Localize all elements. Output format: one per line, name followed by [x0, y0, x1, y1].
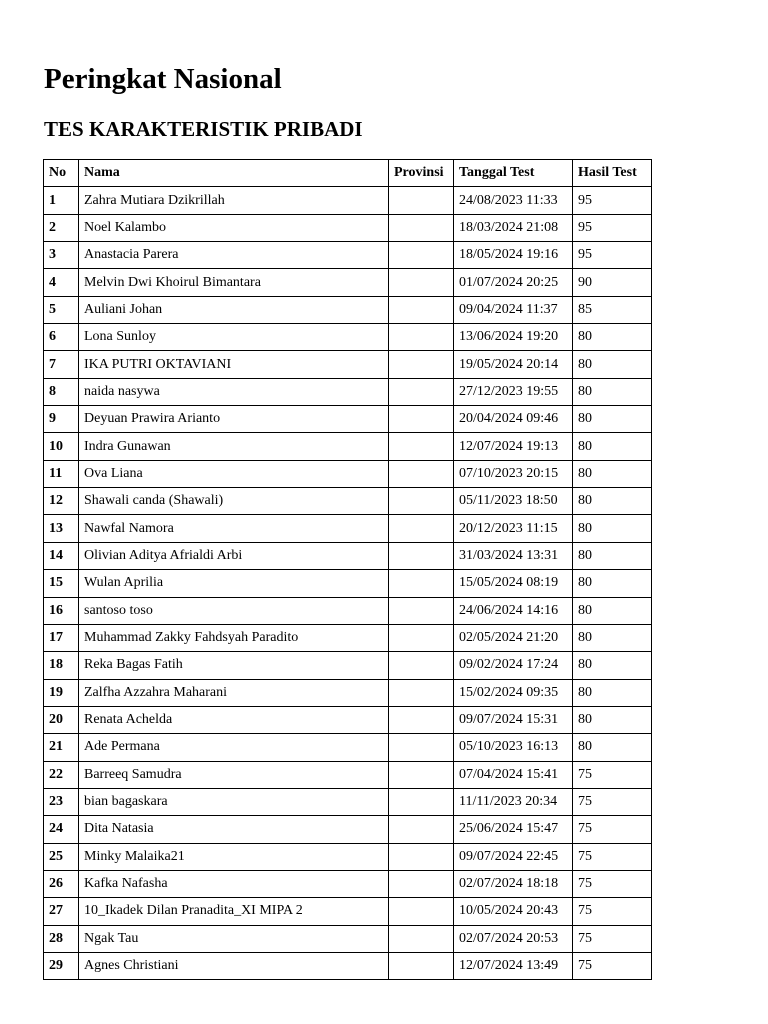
cell-hasil-test: 80: [573, 324, 652, 351]
cell-no: 10: [44, 433, 79, 460]
cell-nama: Muhammad Zakky Fahdsyah Paradito: [79, 624, 389, 651]
cell-tanggal-test: 18/03/2024 21:08: [454, 214, 573, 241]
cell-hasil-test: 80: [573, 597, 652, 624]
cell-no: 18: [44, 652, 79, 679]
table-row: [44, 816, 652, 843]
cell-no: 22: [44, 761, 79, 788]
cell-nama: 10_Ikadek Dilan Pranadita_XI MIPA 2: [79, 898, 389, 925]
table-row: [44, 351, 652, 378]
header-tanggal-test: Tanggal Test: [454, 160, 573, 187]
cell-provinsi: [389, 788, 454, 815]
cell-tanggal-test: 18/05/2024 19:16: [454, 242, 573, 269]
cell-provinsi: [389, 324, 454, 351]
cell-provinsi: [389, 679, 454, 706]
cell-provinsi: [389, 816, 454, 843]
cell-provinsi: [389, 214, 454, 241]
cell-tanggal-test: 05/10/2023 16:13: [454, 734, 573, 761]
cell-nama: Dita Natasia: [79, 816, 389, 843]
cell-hasil-test: 80: [573, 542, 652, 569]
cell-provinsi: [389, 570, 454, 597]
cell-tanggal-test: 31/03/2024 13:31: [454, 542, 573, 569]
table-row: [44, 734, 652, 761]
cell-no: 9: [44, 406, 79, 433]
cell-hasil-test: 80: [573, 406, 652, 433]
cell-nama: Lona Sunloy: [79, 324, 389, 351]
cell-no: 15: [44, 570, 79, 597]
cell-nama: Ova Liana: [79, 460, 389, 487]
cell-hasil-test: 95: [573, 214, 652, 241]
table-row: [44, 406, 652, 433]
cell-no: 27: [44, 898, 79, 925]
cell-provinsi: [389, 488, 454, 515]
cell-provinsi: [389, 351, 454, 378]
cell-no: 14: [44, 542, 79, 569]
ranking-table: [43, 159, 652, 980]
cell-nama: Barreeq Samudra: [79, 761, 389, 788]
cell-provinsi: [389, 597, 454, 624]
cell-hasil-test: 80: [573, 378, 652, 405]
table-row: [44, 460, 652, 487]
page-title: Peringkat Nasional: [44, 63, 282, 95]
cell-tanggal-test: 02/07/2024 18:18: [454, 870, 573, 897]
cell-tanggal-test: 15/02/2024 09:35: [454, 679, 573, 706]
cell-no: 8: [44, 378, 79, 405]
cell-no: 26: [44, 870, 79, 897]
cell-tanggal-test: 27/12/2023 19:55: [454, 378, 573, 405]
cell-hasil-test: 75: [573, 870, 652, 897]
cell-provinsi: [389, 843, 454, 870]
cell-no: 16: [44, 597, 79, 624]
cell-nama: IKA PUTRI OKTAVIANI: [79, 351, 389, 378]
cell-tanggal-test: 02/07/2024 20:53: [454, 925, 573, 952]
cell-hasil-test: 75: [573, 952, 652, 979]
cell-hasil-test: 80: [573, 652, 652, 679]
cell-tanggal-test: 12/07/2024 19:13: [454, 433, 573, 460]
cell-tanggal-test: 25/06/2024 15:47: [454, 816, 573, 843]
cell-no: 1: [44, 187, 79, 214]
cell-provinsi: [389, 761, 454, 788]
cell-hasil-test: 80: [573, 460, 652, 487]
cell-hasil-test: 80: [573, 624, 652, 651]
cell-nama: naida nasywa: [79, 378, 389, 405]
cell-nama: Deyuan Prawira Arianto: [79, 406, 389, 433]
cell-nama: bian bagaskara: [79, 788, 389, 815]
cell-provinsi: [389, 952, 454, 979]
cell-tanggal-test: 11/11/2023 20:34: [454, 788, 573, 815]
cell-hasil-test: 80: [573, 488, 652, 515]
cell-provinsi: [389, 652, 454, 679]
cell-tanggal-test: 24/08/2023 11:33: [454, 187, 573, 214]
cell-nama: santoso toso: [79, 597, 389, 624]
cell-tanggal-test: 15/05/2024 08:19: [454, 570, 573, 597]
table-row: [44, 214, 652, 241]
cell-tanggal-test: 07/10/2023 20:15: [454, 460, 573, 487]
cell-tanggal-test: 01/07/2024 20:25: [454, 269, 573, 296]
cell-no: 3: [44, 242, 79, 269]
cell-nama: Auliani Johan: [79, 296, 389, 323]
cell-provinsi: [389, 870, 454, 897]
cell-nama: Anastacia Parera: [79, 242, 389, 269]
table-row: [44, 515, 652, 542]
cell-tanggal-test: 20/12/2023 11:15: [454, 515, 573, 542]
cell-nama: Indra Gunawan: [79, 433, 389, 460]
cell-nama: Minky Malaika21: [79, 843, 389, 870]
cell-tanggal-test: 12/07/2024 13:49: [454, 952, 573, 979]
cell-nama: Ade Permana: [79, 734, 389, 761]
cell-no: 29: [44, 952, 79, 979]
cell-nama: Zalfha Azzahra Maharani: [79, 679, 389, 706]
table-row: [44, 925, 652, 952]
cell-provinsi: [389, 734, 454, 761]
cell-hasil-test: 75: [573, 761, 652, 788]
cell-provinsi: [389, 269, 454, 296]
cell-tanggal-test: 20/04/2024 09:46: [454, 406, 573, 433]
cell-tanggal-test: 05/11/2023 18:50: [454, 488, 573, 515]
table-row: [44, 706, 652, 733]
cell-hasil-test: 95: [573, 187, 652, 214]
cell-hasil-test: 80: [573, 734, 652, 761]
cell-nama: Wulan Aprilia: [79, 570, 389, 597]
header-hasil-test: Hasil Test: [573, 160, 652, 187]
cell-provinsi: [389, 706, 454, 733]
cell-provinsi: [389, 460, 454, 487]
table-row: [44, 870, 652, 897]
table-body: [44, 187, 652, 980]
cell-provinsi: [389, 898, 454, 925]
cell-nama: Agnes Christiani: [79, 952, 389, 979]
header-nama: Nama: [79, 160, 389, 187]
table-row: [44, 488, 652, 515]
cell-hasil-test: 80: [573, 351, 652, 378]
table-row: [44, 788, 652, 815]
cell-tanggal-test: 09/07/2024 15:31: [454, 706, 573, 733]
cell-provinsi: [389, 242, 454, 269]
table-row: [44, 597, 652, 624]
table-row: [44, 761, 652, 788]
cell-no: 5: [44, 296, 79, 323]
cell-no: 20: [44, 706, 79, 733]
cell-no: 23: [44, 788, 79, 815]
table-row: [44, 679, 652, 706]
table-row: [44, 843, 652, 870]
cell-hasil-test: 80: [573, 515, 652, 542]
cell-hasil-test: 75: [573, 898, 652, 925]
cell-no: 25: [44, 843, 79, 870]
cell-nama: Reka Bagas Fatih: [79, 652, 389, 679]
cell-hasil-test: 75: [573, 816, 652, 843]
cell-tanggal-test: 19/05/2024 20:14: [454, 351, 573, 378]
table-row: [44, 378, 652, 405]
cell-hasil-test: 80: [573, 433, 652, 460]
table-row: [44, 242, 652, 269]
cell-tanggal-test: 24/06/2024 14:16: [454, 597, 573, 624]
table-header-row: [44, 160, 652, 187]
table-row: [44, 898, 652, 925]
cell-tanggal-test: 09/02/2024 17:24: [454, 652, 573, 679]
cell-no: 19: [44, 679, 79, 706]
table-row: [44, 570, 652, 597]
cell-hasil-test: 75: [573, 843, 652, 870]
cell-nama: Melvin Dwi Khoirul Bimantara: [79, 269, 389, 296]
cell-tanggal-test: 02/05/2024 21:20: [454, 624, 573, 651]
cell-provinsi: [389, 624, 454, 651]
table-row: [44, 542, 652, 569]
cell-no: 13: [44, 515, 79, 542]
cell-no: 11: [44, 460, 79, 487]
cell-hasil-test: 75: [573, 925, 652, 952]
cell-nama: Renata Achelda: [79, 706, 389, 733]
page-subtitle: TES KARAKTERISTIK PRIBADI: [44, 117, 363, 141]
cell-hasil-test: 85: [573, 296, 652, 323]
cell-tanggal-test: 09/07/2024 22:45: [454, 843, 573, 870]
cell-nama: Zahra Mutiara Dzikrillah: [79, 187, 389, 214]
cell-no: 6: [44, 324, 79, 351]
cell-provinsi: [389, 378, 454, 405]
cell-hasil-test: 90: [573, 269, 652, 296]
cell-hasil-test: 80: [573, 706, 652, 733]
cell-no: 28: [44, 925, 79, 952]
table-row: [44, 652, 652, 679]
cell-tanggal-test: 10/05/2024 20:43: [454, 898, 573, 925]
cell-provinsi: [389, 406, 454, 433]
table-row: [44, 624, 652, 651]
cell-no: 7: [44, 351, 79, 378]
cell-no: 12: [44, 488, 79, 515]
cell-hasil-test: 80: [573, 679, 652, 706]
cell-no: 2: [44, 214, 79, 241]
header-no: No: [44, 160, 79, 187]
cell-tanggal-test: 07/04/2024 15:41: [454, 761, 573, 788]
table-row: [44, 296, 652, 323]
cell-provinsi: [389, 515, 454, 542]
cell-nama: Nawfal Namora: [79, 515, 389, 542]
cell-provinsi: [389, 433, 454, 460]
cell-no: 21: [44, 734, 79, 761]
cell-no: 4: [44, 269, 79, 296]
cell-hasil-test: 75: [573, 788, 652, 815]
cell-provinsi: [389, 542, 454, 569]
table-row: [44, 269, 652, 296]
table-row: [44, 324, 652, 351]
cell-nama: Noel Kalambo: [79, 214, 389, 241]
header-provinsi: Provinsi: [389, 160, 454, 187]
cell-no: 24: [44, 816, 79, 843]
cell-provinsi: [389, 925, 454, 952]
cell-provinsi: [389, 187, 454, 214]
table-row: [44, 433, 652, 460]
cell-nama: Kafka Nafasha: [79, 870, 389, 897]
cell-nama: Shawali canda (Shawali): [79, 488, 389, 515]
cell-tanggal-test: 09/04/2024 11:37: [454, 296, 573, 323]
table-row: [44, 952, 652, 979]
table-row: [44, 187, 652, 214]
cell-tanggal-test: 13/06/2024 19:20: [454, 324, 573, 351]
cell-nama: Ngak Tau: [79, 925, 389, 952]
cell-provinsi: [389, 296, 454, 323]
cell-no: 17: [44, 624, 79, 651]
cell-hasil-test: 95: [573, 242, 652, 269]
cell-nama: Olivian Aditya Afrialdi Arbi: [79, 542, 389, 569]
cell-hasil-test: 80: [573, 570, 652, 597]
